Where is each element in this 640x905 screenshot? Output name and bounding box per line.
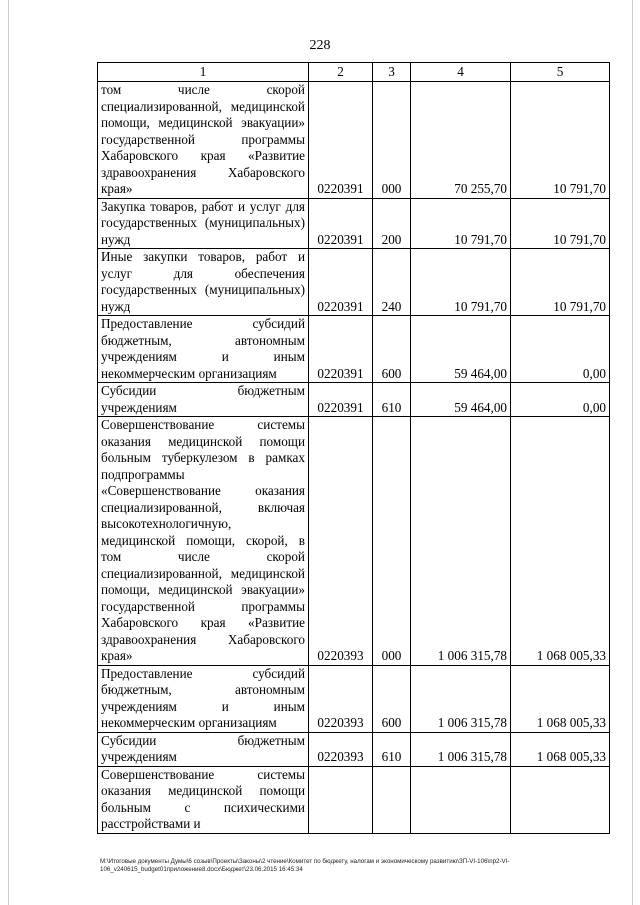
row-type: 600 <box>373 316 411 383</box>
row-name: Предоставление субсидий бюджетным, автономным учреждениям и иным некоммерческим организациям <box>98 665 309 732</box>
row-value-4: 10 791,70 <box>411 249 511 316</box>
row-code: 0220393 <box>309 665 373 732</box>
header-col-2: 2 <box>309 63 373 82</box>
table-row <box>98 249 610 316</box>
header-col-5: 5 <box>511 63 610 82</box>
table-row <box>98 82 610 199</box>
row-code: 0220391 <box>309 198 373 249</box>
row-value-5: 1 068 005,33 <box>511 665 610 732</box>
row-name: Предоставление субсидий бюджетным, автономным учреждениям и иным некоммерческим организациям <box>98 316 309 383</box>
table-row <box>98 316 610 383</box>
table-row <box>98 732 610 766</box>
row-type: 200 <box>373 198 411 249</box>
row-code: 0220391 <box>309 249 373 316</box>
row-value-5 <box>511 766 610 833</box>
row-value-5: 10 791,70 <box>511 198 610 249</box>
row-value-4: 59 464,00 <box>411 316 511 383</box>
row-name: Совершенствование системы оказания медицинской помощи больным туберкулезом в рамках подпрограммы «Совершенствование оказания специализированной, включая высокотехнологичную, медицинской помощи, скорой, в том числе скорой специализированной, медицинской помощи, медицинской эвакуации» государственной программы Хабаровского края «Развитие здравоохранения Хабаровского края» <box>98 417 309 666</box>
row-name: Совершенствование системы оказания медицинской помощи больным с психическими расстройствами и <box>98 766 309 833</box>
row-name: Иные закупки товаров, работ и услуг для обеспечения государственных (муниципальных) нужд <box>98 249 309 316</box>
row-name: Субсидии бюджетным учреждениям <box>98 383 309 417</box>
table-row <box>98 198 610 249</box>
row-value-4: 10 791,70 <box>411 198 511 249</box>
row-code <box>309 766 373 833</box>
row-name: Субсидии бюджетным учреждениям <box>98 732 309 766</box>
table-row <box>98 417 610 666</box>
document-path-footer: M:\Итоговые документы Думы\6 созыв\Проекты\Законы\2 чтение\Комитет по бюджету, налогам и экономическому развитию\ЗП-VI-106\пр2-VI-106_v240615_budget01приложение8.docx\Бюджет\23.06.2015 16:45:34 <box>100 858 510 873</box>
header-col-3: 3 <box>373 63 411 82</box>
row-name: том числе скорой специализированной, медицинской помощи, медицинской эвакуации» государственной программы Хабаровского края «Развитие здравоохранения Хабаровского края» <box>98 82 309 199</box>
left-margin-line <box>8 0 9 905</box>
budget-table <box>97 62 610 834</box>
row-value-4: 70 255,70 <box>411 82 511 199</box>
row-value-5: 10 791,70 <box>511 249 610 316</box>
row-value-4: 1 006 315,78 <box>411 665 511 732</box>
row-value-4: 1 006 315,78 <box>411 732 511 766</box>
header-col-1: 1 <box>98 63 309 82</box>
table-row <box>98 766 610 833</box>
row-value-5: 0,00 <box>511 316 610 383</box>
row-name: Закупка товаров, работ и услуг для государственных (муниципальных) нужд <box>98 198 309 249</box>
row-type: 000 <box>373 82 411 199</box>
row-type: 240 <box>373 249 411 316</box>
row-code: 0220391 <box>309 316 373 383</box>
page-number: 228 <box>309 38 331 53</box>
row-type <box>373 766 411 833</box>
table-row <box>98 665 610 732</box>
row-type: 610 <box>373 732 411 766</box>
row-type: 600 <box>373 665 411 732</box>
row-value-5: 1 068 005,33 <box>511 732 610 766</box>
table-header-row <box>98 63 610 82</box>
row-value-5: 1 068 005,33 <box>511 417 610 666</box>
right-margin-line <box>632 0 633 905</box>
row-code: 0220393 <box>309 417 373 666</box>
row-value-4: 1 006 315,78 <box>411 417 511 666</box>
row-code: 0220393 <box>309 732 373 766</box>
row-type: 610 <box>373 383 411 417</box>
row-value-4: 59 464,00 <box>411 383 511 417</box>
row-type: 000 <box>373 417 411 666</box>
row-value-4 <box>411 766 511 833</box>
header-col-4: 4 <box>411 63 511 82</box>
row-code: 0220391 <box>309 82 373 199</box>
row-value-5: 10 791,70 <box>511 82 610 199</box>
table-row <box>98 383 610 417</box>
row-code: 0220391 <box>309 383 373 417</box>
row-value-5: 0,00 <box>511 383 610 417</box>
